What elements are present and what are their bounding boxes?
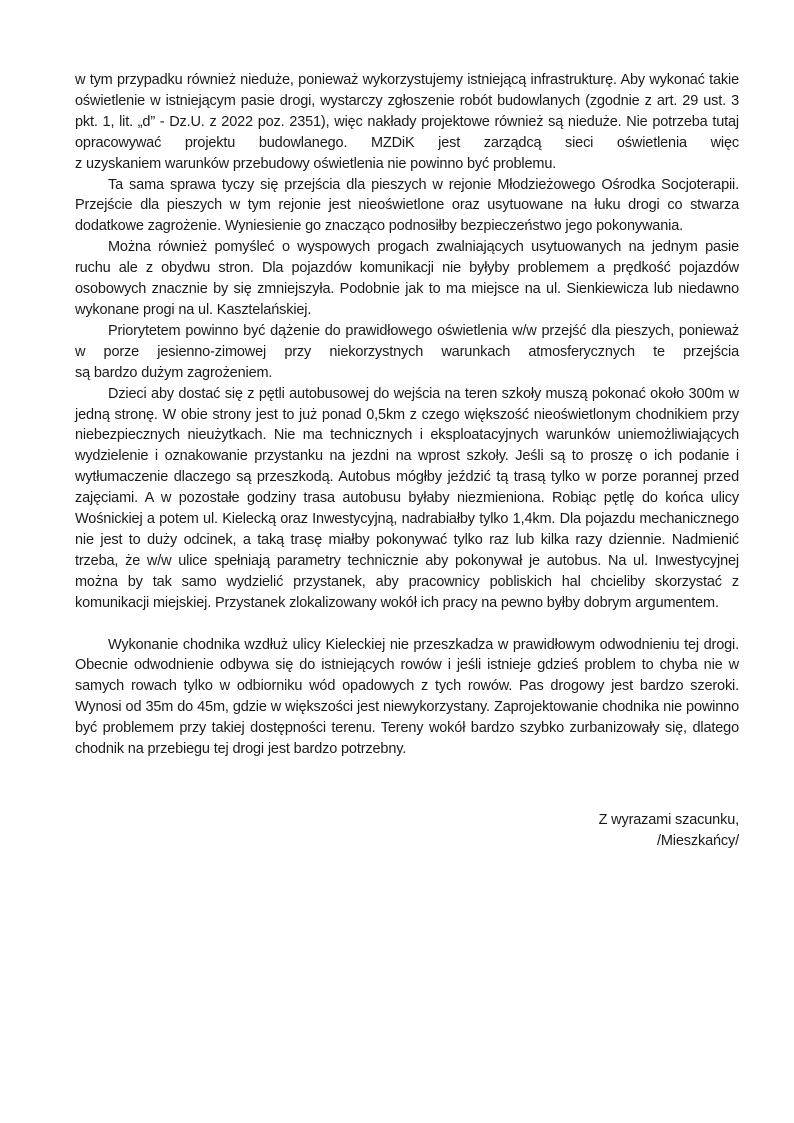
paragraph-text: są bardzo dużym zagrożeniem. [75, 364, 273, 381]
paragraph-text: Priorytetem powinno być dążenie do prawidłowego oświetlenia w/w przejść dla pieszych, ponieważ w porze jesienno-zimowej przy niekorzystnych warunkach atmosferycznych te przejścia [75, 322, 739, 360]
paragraph-text: w tym przypadku również nieduże, ponieważ wykorzystujemy istniejącą infrastrukturę. Aby wykonać takie oświetlenie w istniejącym pasie drogi, wystarczy zgłoszenie robót budowlanych (zgodnie z art. 29 ust. 3 pkt. 1, lit. „d” - Dz.U. z 2022 poz. 2351), więc nakłady projektowe również są nieduże. Nie potrzeba tutaj opracowywać projektu budowlanego. MZDiK jest zarządcą sieci oświetlenia więc [75, 72, 739, 151]
paragraph [75, 321, 739, 384]
paragraph [75, 175, 739, 238]
paragraph [75, 70, 739, 175]
closing-block [75, 810, 739, 852]
paragraph [75, 635, 739, 760]
paragraph [75, 237, 739, 321]
letter-content [75, 70, 739, 852]
paragraph-text: Można również pomyśleć o wyspowych progach zwalniających usytuowanych na jednym pasie ruchu ale z obydwu stron. Dla pojazdów komunikacji nie byłyby problemem a prędkość pojazdów osobowych znacznie by się zmniejszyła. Podobnie jak to ma miejsce na ul. Sienkiewicza lub niedawno wykonane progi na ul. Kasztelańskiej. [75, 239, 739, 318]
paragraph-text: Wykonanie chodnika wzdłuż ulicy Kieleckiej nie przeszkadza w prawidłowym odwodnieniu tej drogi. Obecnie odwodnienie odbywa się do istniejących rowów i jeśli istnieje gdzieś problem to chyba nie w samych rowach tylko w odbiorniku wód opadowych z tych rowów. Pas drogowy jest bardzo szeroki. Wynosi od 35m do 45m, gdzie w większości jest niewykorzystany. Zaprojektowanie chodnika nie powinno być problemem przy takiej dostępności terenu. Tereny wokół bardzo szybko zurbanizowały się, dlatego chodnik na przebiegu tej drogi jest bardzo potrzebny. [75, 636, 739, 758]
paragraph-text: Ta sama sprawa tyczy się przejścia dla pieszych w rejonie Młodzieżowego Ośrodka Socjoterapii. Przejście dla pieszych w tym rejonie jest nieoświetlone oraz usytuowane na łuku drogi co stwarza dodatkowe zagrożenie. Wyniesienie go znacząco podnosiłby bezpieczeństwo jego pokonywania. [75, 176, 739, 235]
paragraph [75, 384, 739, 614]
closing-signature: /Mieszkańcy/ [657, 832, 739, 849]
paragraph-text: z uzyskaniem warunków przebudowy oświetlenia nie powinno być problemu. [75, 155, 557, 172]
letter-body [75, 70, 739, 760]
closing-salutation: Z wyrazami szacunku, [598, 812, 739, 828]
paragraph-text: Dzieci aby dostać się z pętli autobusowej do wejścia na teren szkoły muszą pokonać około 300m w jedną stronę. W obie strony jest to już ponad 0,5km z czego większość nieoświetlonym chodnikiem przy niebezpiecznych nieużytkach. Nie ma technicznych i eksploatacyjnych warunków uniemożliwiających wydzielenie i oznakowanie przystanku na jezdni na wprost szkoły. Jeśli są to proszę o ich podanie i wytłumaczenie dlaczego są przeszkodą. Autobus mógłby jeździć tą trasą tylko w porze porannej przed zajęciami. A w pozostałe godziny trasa autobusu byłaby niezmieniona. Robiąc pętlę do końca ulicy Wośnickiej a potem ul. Kielecką oraz Inwestycyjną, nadrabiałby tylko 1,4km. Dla pojazdu mechanicznego nie jest to duży odcinek, a taką trasę miałby pokonywać tylko raz lub kilka razy dziennie. Nadmienić trzeba, że w/w ulice spełniają parametry technicznie aby pokonywał je autobus. Na ul. Inwestycyjnej można by tak samo wydzielić przystanek, aby pracownicy pobliskich hal chcieliby skorzystać z komunikacji miejskiej. Przystanek zlokalizowany wokół ich pracy na pewno byłby dobrym argumentem. [75, 385, 739, 611]
